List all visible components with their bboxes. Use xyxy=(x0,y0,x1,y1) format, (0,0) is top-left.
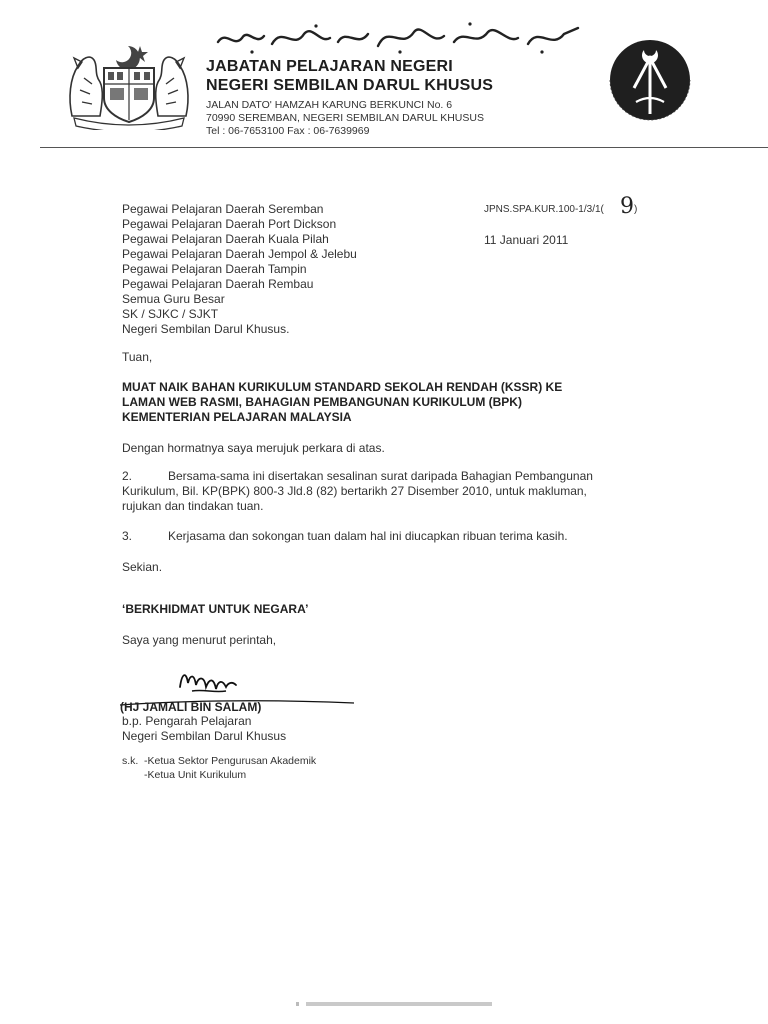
cc-item: -Ketua Sektor Pengurusan Akademik xyxy=(144,755,317,767)
paragraph-line: Kurikulum, Bil. KP(BPK) 800-3 Jld.8 (82) bertarikh 27 Disember 2010, untuk makluman, xyxy=(122,484,587,498)
paragraph-line: Kerjasama dan sokongan tuan dalam hal ini diucapkan ribuan terima kasih. xyxy=(168,529,568,543)
salutation: Tuan, xyxy=(122,350,153,364)
signatory-name: (HJ JAMALI BIN SALAM) xyxy=(120,700,262,714)
reference-close: ) xyxy=(634,204,638,215)
address-line2: 70990 SEREMBAN, NEGERI SEMBILAN DARUL KHUSUS xyxy=(206,112,484,124)
letter-date: 11 Januari 2011 xyxy=(484,233,569,247)
recipient-line: Pegawai Pelajaran Daerah Kuala Pilah xyxy=(122,232,329,246)
paragraph-line: rujukan dan tindakan tuan. xyxy=(122,499,264,513)
coat-of-arms-icon xyxy=(64,38,194,130)
agency-name-line2: NEGERI SEMBILAN DARUL KHUSUS xyxy=(206,77,494,94)
paragraph-line: Bersama-sama ini disertakan sesalinan surat daripada Bahagian Pembangunan xyxy=(168,469,593,483)
address-line1: JALAN DATO' HAMZAH KARUNG BERKUNCI No. 6 xyxy=(206,99,453,111)
subject-line: KEMENTERIAN PELAJARAN MALAYSIA xyxy=(122,410,352,424)
recipient-line: Pegawai Pelajaran Daerah Port Dickson xyxy=(122,217,337,231)
contact-line: Tel : 06-7653100 Fax : 06-7639969 xyxy=(206,125,370,137)
recipient-line: Pegawai Pelajaran Daerah Jempol & Jelebu xyxy=(122,247,357,261)
signatory-title: b.p. Pengarah Pelajaran xyxy=(122,714,252,728)
recipient-line: Pegawai Pelajaran Daerah Rembau xyxy=(122,277,314,291)
handwritten-reference-digit: 9 xyxy=(620,194,634,219)
scan-artifact xyxy=(296,1002,299,1006)
recipient-line: Pegawai Pelajaran Daerah Seremban xyxy=(122,202,324,216)
recipient-line: SK / SJKC / SJKT xyxy=(122,307,219,321)
recipient-line: Pegawai Pelajaran Daerah Tampin xyxy=(122,262,307,276)
cc-prefix: s.k. xyxy=(122,755,139,767)
scan-artifact xyxy=(306,1002,492,1006)
agency-name-line1: JABATAN PELAJARAN NEGERI xyxy=(206,58,453,75)
paragraph-number: 3. xyxy=(122,529,133,543)
letterhead-divider xyxy=(40,147,768,148)
sign-off: Saya yang menurut perintah, xyxy=(122,633,277,647)
reference-number: JPNS.SPA.KUR.100-1/3/1( xyxy=(484,204,604,215)
subject-line: MUAT NAIK BAHAN KURIKULUM STANDARD SEKOLAH RENDAH (KSSR) KE xyxy=(122,380,563,394)
opening-sentence: Dengan hormatnya saya merujuk perkara di atas. xyxy=(122,441,385,455)
recipient-line: Semua Guru Besar xyxy=(122,292,225,306)
closing-word: Sekian. xyxy=(122,560,163,574)
subject-line: LAMAN WEB RASMI, BAHAGIAN PEMBANGUNAN KURIKULUM (BPK) xyxy=(122,395,522,409)
paragraph-number: 2. xyxy=(122,469,133,483)
signatory-title: Negeri Sembilan Darul Khusus xyxy=(122,729,287,743)
motto: ‘BERKHIDMAT UNTUK NEGARA’ xyxy=(122,602,309,616)
recipient-line: Negeri Sembilan Darul Khusus. xyxy=(122,322,290,336)
cc-item: -Ketua Unit Kurikulum xyxy=(144,769,247,781)
jawi-agency-name xyxy=(212,18,584,58)
ministry-logo-icon xyxy=(596,28,708,136)
